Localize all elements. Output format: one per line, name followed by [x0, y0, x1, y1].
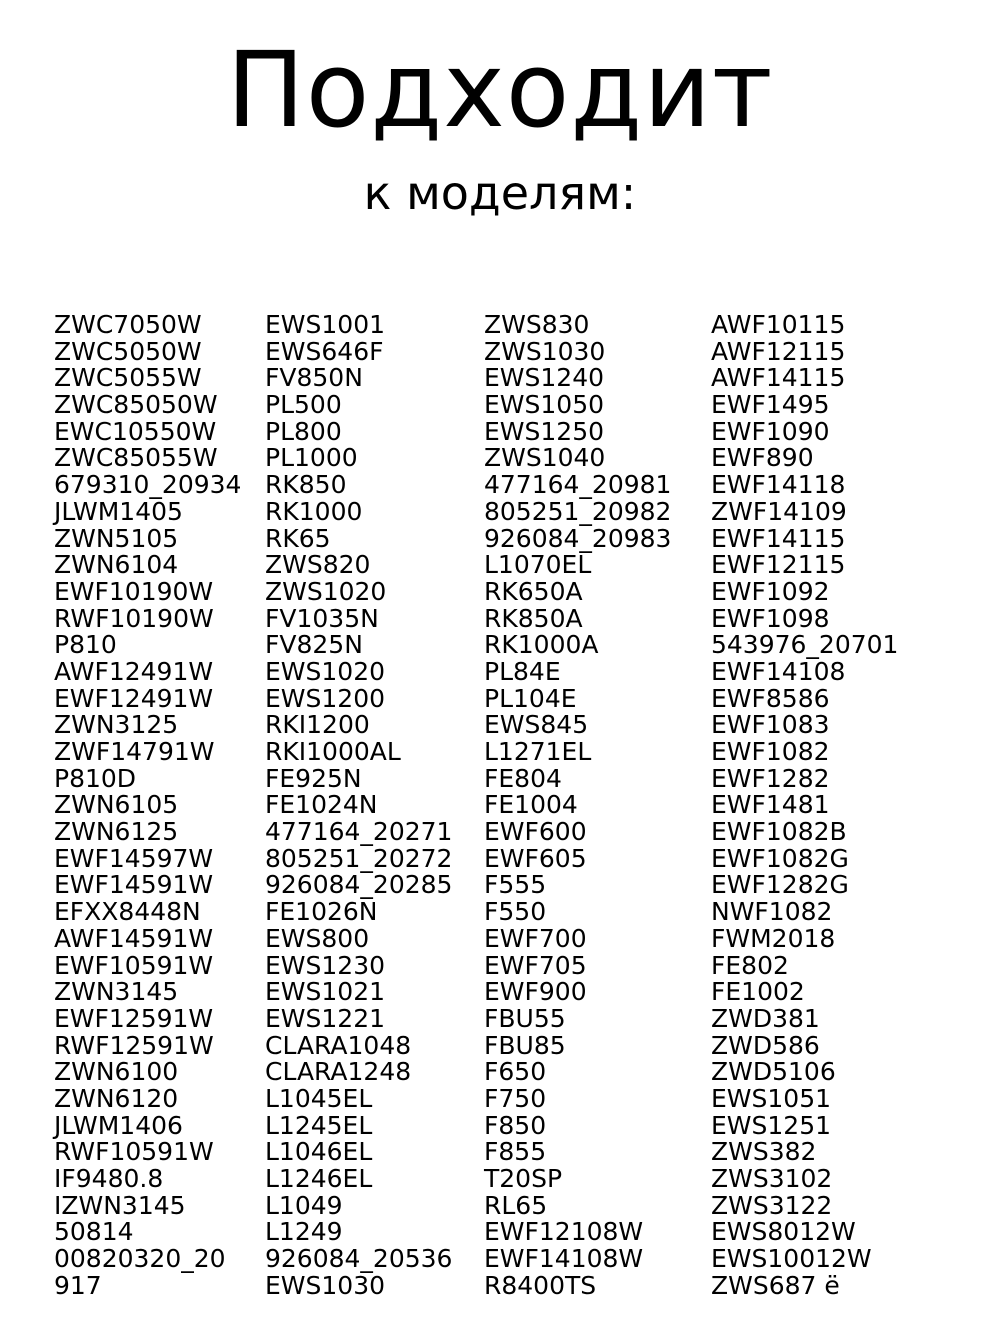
model-list-item: ZWS3122 [711, 1190, 833, 1220]
model-list-item: EWF1082G [711, 843, 849, 873]
model-list-item: JLWM1406 [54, 1110, 183, 1140]
model-list-item: ZWF14791W [54, 737, 215, 766]
model-list-item: AWF14115 [711, 363, 846, 393]
model-list-item: F650 [484, 1057, 547, 1087]
model-list-item: ZWC7050W [54, 310, 202, 339]
model-list-item: NWF1082 [711, 897, 833, 927]
model-list-item: F850 [484, 1110, 547, 1140]
model-list-item: RKI1000AL [265, 737, 401, 766]
model-list-item: EWS1250 [484, 416, 605, 446]
model-list-item: ZWS382 [711, 1137, 817, 1167]
model-list-item: ZWN5105 [54, 523, 179, 553]
model-list-item: P810D [54, 763, 137, 793]
model-list-item: EWF1082 [711, 737, 830, 766]
model-list-item: FBU55 [484, 1003, 566, 1033]
model-list-item: 805251_20272 [265, 843, 453, 873]
model-list-item: L1045EL [265, 1083, 373, 1113]
model-list-item: AWF12115 [711, 336, 846, 366]
model-list-item: EWC10550W [54, 416, 217, 446]
model-list-item: FE1026N [265, 897, 378, 927]
model-list-item: FV825N [265, 630, 363, 660]
model-list-item: ZWS820 [265, 550, 371, 580]
model-list-column-1 [54, 312, 241, 1299]
model-list-item: EWF600 [484, 817, 587, 847]
model-list-item: EWS845 [484, 710, 589, 740]
model-list-item: EWF1092 [711, 576, 830, 606]
model-list-item: EWS8012W [711, 1217, 856, 1247]
model-list-item: FE1004 [484, 790, 578, 820]
model-list-item: IZWN3145 [54, 1190, 186, 1220]
model-list-item: 679310_20934 [54, 470, 242, 500]
model-list-item: L1249 [265, 1217, 343, 1247]
model-list-item: EWS1030 [265, 1270, 386, 1300]
model-list-item: RK1000A [484, 630, 599, 660]
model-list-item: ZWC85055W [54, 443, 218, 473]
model-list-item: EWS1001 [265, 310, 386, 339]
model-list-item: F750 [484, 1083, 547, 1113]
model-list-item: FE1024N [265, 790, 378, 820]
page-title: Подходит [226, 29, 774, 151]
model-list-item: 926084_20983 [484, 523, 672, 553]
model-list-item: P810 [54, 630, 117, 660]
model-list-item: ZWS1020 [265, 576, 387, 606]
model-list-item: PL104E [484, 683, 577, 713]
model-list-item: JLWM1405 [54, 496, 183, 526]
model-list-item: AWF14591W [54, 923, 214, 953]
model-list-item: L1049 [265, 1190, 343, 1220]
model-list-item: ZWS830 [484, 310, 590, 339]
model-list-item: T20SP [484, 1164, 563, 1193]
model-list-item: EWF1098 [711, 603, 830, 633]
model-list-item: RWF10190W [54, 603, 214, 633]
model-list-item: 926084_20285 [265, 870, 453, 900]
model-list-item: ZWN6125 [54, 817, 179, 847]
model-list-item: ZWN6105 [54, 790, 179, 820]
model-list-item: 805251_20982 [484, 496, 672, 526]
model-list-item: PL84E [484, 656, 561, 686]
model-list-item: EWF1282 [711, 763, 830, 793]
model-list-item: EWF14597W [54, 843, 214, 873]
model-list-item: EWF1083 [711, 710, 830, 740]
model-list-item: EWF1481 [711, 790, 830, 820]
model-list-item: 917 [54, 1270, 102, 1300]
model-list-item: EWS1251 [711, 1110, 832, 1140]
model-list-item: L1246EL [265, 1164, 373, 1193]
model-list-item: EWF10190W [54, 576, 214, 606]
model-list-item: EWF900 [484, 977, 587, 1007]
model-list-item: EWF14118 [711, 470, 846, 500]
model-list-item: ZWD381 [711, 1003, 820, 1033]
model-list-item: RK65 [265, 523, 331, 553]
model-list-item: 50814 [54, 1217, 134, 1247]
model-list-item: ZWN6104 [54, 550, 179, 580]
model-list-item: EWF12491W [54, 683, 214, 713]
model-list-item: 00820320_20 [54, 1244, 226, 1274]
model-list-item: ZWS1030 [484, 336, 606, 366]
model-list-item: RWF12591W [54, 1030, 214, 1060]
model-list-item: CLARA1248 [265, 1057, 412, 1087]
model-list-item: FE1002 [711, 977, 805, 1007]
model-list-item: L1245EL [265, 1110, 373, 1140]
model-list-item: EWS1240 [484, 363, 605, 393]
model-list-item: EWF12108W [484, 1217, 644, 1247]
model-list-item: EWS1200 [265, 683, 386, 713]
model-list-item: EWS1221 [265, 1003, 386, 1033]
model-list-item: ZWF14109 [711, 496, 847, 526]
model-list-item: EWF8586 [711, 683, 830, 713]
model-list-item: EWS800 [265, 923, 370, 953]
model-list-item: AWF10115 [711, 310, 846, 339]
model-list-item: 477164_20271 [265, 817, 453, 847]
model-list-item: EWF14108W [484, 1244, 644, 1274]
model-list-item: EFXX8448N [54, 897, 201, 927]
model-list-item: RWF10591W [54, 1137, 214, 1167]
model-list-item: EWF605 [484, 843, 587, 873]
model-list-item: AWF12491W [54, 656, 214, 686]
model-list-item: PL500 [265, 390, 342, 420]
model-list-item: EWF12591W [54, 1003, 214, 1033]
model-list-item: ZWN6100 [54, 1057, 179, 1087]
model-list-item: EWF1082B [711, 817, 847, 847]
model-list-item: FV850N [265, 363, 363, 393]
model-list-item: EWS646F [265, 336, 384, 366]
model-list-item: EWF1495 [711, 390, 830, 420]
model-list-item: F855 [484, 1137, 547, 1167]
model-list-item: RL65 [484, 1190, 548, 1220]
model-list-item: FE802 [711, 950, 789, 980]
model-list-item: FE804 [484, 763, 562, 793]
model-list-item: L1271EL [484, 737, 592, 766]
model-list-item: EWS1050 [484, 390, 605, 420]
model-list-item: EWF14115 [711, 523, 846, 553]
model-list-item: R8400TS [484, 1270, 597, 1300]
model-list-item: RK850 [265, 470, 347, 500]
model-list-item: 477164_20981 [484, 470, 672, 500]
model-list-item: RK850A [484, 603, 583, 633]
model-list-item: RK650A [484, 576, 583, 606]
model-list-item: FV1035N [265, 603, 379, 633]
model-list-item: CLARA1048 [265, 1030, 412, 1060]
model-list-item: EWS1020 [265, 656, 386, 686]
model-list-item: EWF14591W [54, 870, 214, 900]
model-list-item: FBU85 [484, 1030, 566, 1060]
model-list-item: FWM2018 [711, 923, 836, 953]
model-list-item: ZWC5050W [54, 336, 202, 366]
model-list-item: EWF700 [484, 923, 587, 953]
model-list-item: F550 [484, 897, 547, 927]
model-list-item: ZWS1040 [484, 443, 606, 473]
model-list-item: EWF14108 [711, 656, 846, 686]
model-list-item: EWF10591W [54, 950, 214, 980]
model-list-item: EWS1230 [265, 950, 386, 980]
model-list-column-4 [711, 312, 898, 1299]
model-list-item: RK1000 [265, 496, 363, 526]
model-list-item: ZWC5055W [54, 363, 202, 393]
model-list-item: ZWD586 [711, 1030, 820, 1060]
model-list-item: ZWN3125 [54, 710, 179, 740]
model-list-item: FE925N [265, 763, 362, 793]
model-list-item: ZWN6120 [54, 1083, 179, 1113]
model-list-item: ZWC85050W [54, 390, 218, 420]
model-list-item: ZWS3102 [711, 1164, 833, 1193]
model-list-item: EWF12115 [711, 550, 846, 580]
model-list-item: EWF705 [484, 950, 587, 980]
model-list-item: ZWS687 ё [711, 1270, 840, 1300]
model-list-item: EWF1282G [711, 870, 849, 900]
model-list-item: F555 [484, 870, 547, 900]
model-list-item: 543976_20701 [711, 630, 899, 660]
model-list-item: RKI1200 [265, 710, 370, 740]
page-subtitle: к моделям: [363, 166, 637, 220]
model-list-item: 926084_20536 [265, 1244, 453, 1274]
model-list-item: EWS1051 [711, 1083, 832, 1113]
model-list-item: EWF890 [711, 443, 814, 473]
model-list-item: ZWN3145 [54, 977, 179, 1007]
model-list-item: EWF1090 [711, 416, 830, 446]
model-list-item: L1070EL [484, 550, 592, 580]
model-list-column-3 [484, 312, 671, 1299]
model-list-item: EWS10012W [711, 1244, 872, 1274]
model-list-item: IF9480.8 [54, 1164, 164, 1193]
model-list-item: EWS1021 [265, 977, 386, 1007]
model-list-column-2 [265, 312, 452, 1299]
model-list-item: PL800 [265, 416, 342, 446]
model-list-item: PL1000 [265, 443, 358, 473]
model-list-item: ZWD5106 [711, 1057, 836, 1087]
model-list-item: L1046EL [265, 1137, 373, 1167]
